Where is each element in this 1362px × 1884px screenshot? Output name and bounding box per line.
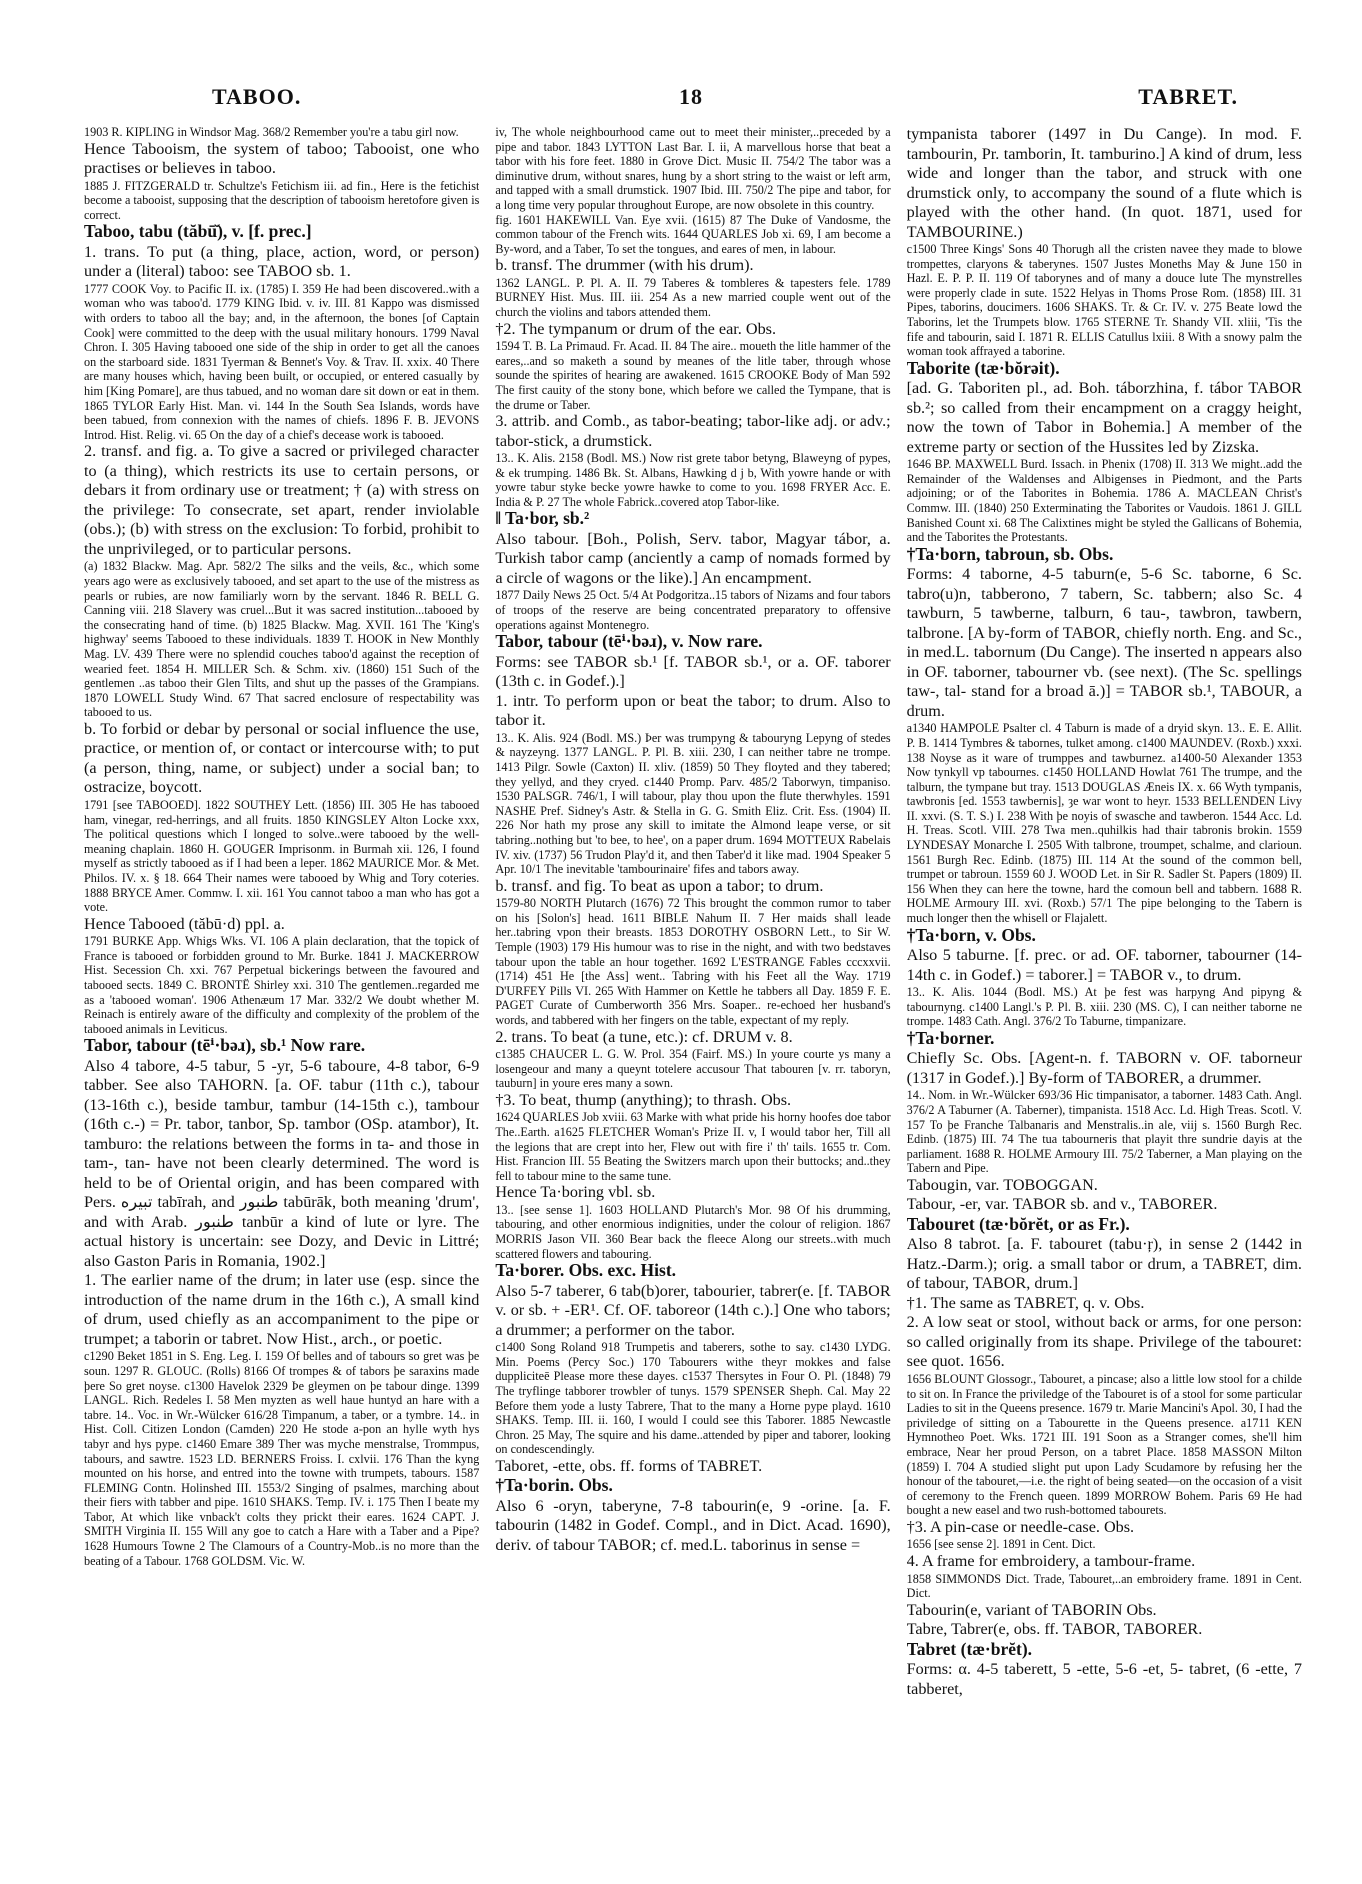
definition-paragraph: 1. trans. To put (a thing, place, action, word, or person) under a (literal) taboo: see TABOO sb. 1.	[84, 242, 480, 281]
headword: Tabor, tabour (tēⁱ·bəɹ), v. Now rare.	[495, 631, 763, 652]
headword: Tabor, tabour (tēⁱ·bəɹ), sb.¹ Now rare.	[84, 1035, 366, 1056]
entry-heading	[907, 359, 1302, 380]
entry-heading	[907, 545, 1302, 566]
quotation-paragraph: c1385 CHAUCER L. G. W. Prol. 354 (Fairf. MS.) In youre courte ys many a losengeour and many a queynt totelere accusour That tabouren [v. rr. taboryn, tauburn] in youre eres many a sown.	[495, 1047, 891, 1091]
running-header	[84, 84, 1298, 112]
definition-paragraph: †3. To beat, thump (anything); to thrash. Obs.	[495, 1090, 792, 1109]
definition-paragraph: Tabre, Tabrer(e, obs. ff. TABOR, TABORER.	[906, 1620, 1203, 1639]
headword: Taborite (tæ·bŏrəit).	[906, 357, 1060, 378]
definition-paragraph: Hence Ta·boring vbl. sb.	[495, 1183, 656, 1202]
quotation-paragraph: 1791 [see TABOOED]. 1822 SOUTHEY Lett. (1856) III. 305 He has tabooed ham, vinegar, red-herrings, and all fruits. 1850 KINGSLEY Alton Locke xxx, The political questions which I longed to solve..were tabooed by the well-meaning chaplain. 1860 H. GOUGER Imprisonm. in Burmah xii. 126, I found myself as strictly tabooed as if I had been a leper. 1862 MAURICE Mor. & Met. Philos. IV. x. § 18. 664 Their names were tabooed by Whig and Tory coteries. 1888 BRYCE Amer. Commw. I. xii. 161 You cannot taboo a man who has got a vote.	[84, 797, 480, 915]
definition-paragraph: †3. A pin-case or needle-case. Obs.	[906, 1517, 1135, 1536]
quotation-paragraph: 1624 QUARLES Job xviii. 63 Marke with what pride his horny hoofes doe tabor The..Earth. a1625 FLETCHER Woman's Prize II. v, I would tabor her, Till all the legions that are crept into her, Flew out with fire i' th' tails. 1655 tr. Com. Hist. Francion III. 55 Beating the Switzers march upon their buttocks; and..they fell to tabour mine to the same tune.	[495, 1110, 891, 1183]
entry-heading	[84, 222, 479, 243]
headword: †Ta·borin. Obs.	[495, 1475, 613, 1496]
header-right-word: TABRET.	[1138, 84, 1238, 109]
definition-paragraph: Also 5 taburne. [f. prec. or ad. OF. taborner, tabourner (14-14th c. in Godef.) = taborer.] = TABOR v., to drum.	[906, 946, 1302, 984]
definition-paragraph: Forms: 4 taborne, 4-5 taburn(e, 5-6 Sc. taborne, 6 Sc. tabro(u)n, tabberono, 7 tabern, Sc. tabbern; also Sc. 4 tawburn, 5 tawberne, talburn, 6 tau-, tawbron, tawbern, talbrone. [A by-form of TABOR, chiefly north. Eng. and Sc., in med.L. tabornum (Du Cange). The inserted n appears also in OF. taborner, tabourner vb. (see next). (The Sc. spellings taw-, tal- stand for a broad ā.)] = TABOR sb.¹, TABOUR, a drum.	[906, 565, 1302, 720]
page-number: 18	[679, 84, 703, 109]
quotation-paragraph: 1656 [see sense 2]. 1891 in Cent. Dict.	[906, 1537, 1096, 1552]
entry-heading	[907, 1215, 1302, 1236]
definition-paragraph: 1. The earlier name of the drum; in later use (esp. since the introduction of the name drum in the 16th c.), A small kind of drum, used chiefly as an accompaniment to the pipe or trumpet; a taborin or tabret. Now Hist., arch., or poetic.	[84, 1271, 480, 1348]
quotation-paragraph: 1594 T. B. La Primaud. Fr. Acad. II. 84 The aire.. moueth the litle hammer of the eares,..and so maketh a sound by meanes of the litle taber, through whose sounde the spirites of hearing are awakened. 1615 CROOKE Body of Man 592 The first cauity of the stony bone, which before we called the Tympane, that is the drume or Taber.	[495, 339, 891, 412]
headword: Taboo, tabu (tăbū̆), v. [f. prec.]	[84, 221, 312, 242]
definition-paragraph: Tabourin(e, variant of TABORIN Obs.	[906, 1600, 1157, 1619]
definition-paragraph: Also 5-7 taberer, 6 tab(b)orer, tabourier, tabrer(e. [f. TABOR v. or sb. + -ER¹. Cf. OF. taboreor (14th c.).] One who tabors; a drummer; a performer on the tabor.	[495, 1281, 891, 1339]
quotation-paragraph: 1656 BLOUNT Glossogr., Tabouret, a pincase; also a little low stool for a childe to sit on. In France the priviledge of the Tabouret is of a stool for some particular Ladies to sit in the Queens presence. 1679 tr. Marie Mancini's Apol. 30, I had the priviledge of sitting on a Tabourette in the Queens presence. a1711 KEN Hymnotheo Poet. Wks. 1721 III. 191 Soon as a Stranger comes, she'll him embrace, Near her proud Person, on a tabret Place. 1858 MASSON Milton (1859) I. 704 A studied slight put upon Lady Scudamore by refusing her the honour of the tabouret,—i.e. the right of being seated—on the occasion of a visit of ceremony to the French queen. 1899 MORROW Bohem. Paris 69 He had bought a new easel and two rush-bottomed tabourets.	[906, 1371, 1302, 1518]
quotation-paragraph: fig. 1601 HAKEWILL Van. Eye xvii. (1615) 87 The Duke of Vandosme, the common tabour of the French wits. 1644 QUARLES Job xi. 69, I am become a By-word, and a Taber, To set the tongues, and eares of men, in labour.	[495, 212, 891, 256]
quotation-paragraph: 14.. Nom. in Wr.-Wülcker 693/36 Hic timpanisator, a taborner. 1483 Cath. Angl. 376/2 A Taburner (A. Taberner), timpanista. 1518 Acc. Ld. High Treas. Scotl. V. 157 To þe Franche Talbanaris and Menstralis..in ale, viij s. 1560 Burgh Rec. Edinb. (1875) III. 74 The tua tabourneris that playit thre sundrie dayis at the parliament. 1688 R. HOLME Armoury III. 75/2 Taberner, a Man playing on the Tabern and Pipe.	[906, 1088, 1302, 1176]
quotation-paragraph: 1791 BURKE App. Whigs Wks. VI. 106 A plain declaration, that the topick of France is tabooed or forbidden ground to Mr. Burke. 1841 J. MACKERROW Hist. Secession Ch. xxi. 767 Perpetual bickerings between the favoured and tabooed sects. 1849 C. BRONTË Shirley xxi. 310 The gentlemen..regarded me as a 'tabooed woman'. 1906 Athenæum 17 Mar. 332/2 We doubt whether M. Reinach is entirely aware of the difficulty and complexity of the problem of the tabooed animals in Leviticus.	[84, 934, 480, 1036]
definition-paragraph: Also 4 tabore, 4-5 tabur, 5 -yr, 5-6 taboure, 4-8 tabor, 6-9 tabber. See also TAHORN. [a. OF. tabur (11th c.), tabour (13-16th c.), beside tambur, tambur (14-15th c.), tambour (16th c.-) = Pr. tabor, tanbor, Sp. tambor (OSp. atambor), It. tamburo: the relations between the forms in ta- and those in tam-, tan- have not been clearly determined. The word is held to be of Oriental origin, and has been compared with Pers. تبیره tabīrah, and طنبور tabūrāk, both meaning 'drum', and with Arab. طنبور tanbūr a kind of lute or lyre. The actual history is uncertain: see Dozy, and Devic in Littré; also Gaston Paris in Romania, 1902.]	[84, 1056, 480, 1270]
definition-paragraph: Chiefly Sc. Obs. [Agent-n. f. TABORN v. OF. taborneur (1317 in Godef.).] By-form of TABORER, a drummer.	[906, 1049, 1302, 1087]
definition-paragraph: 3. attrib. and Comb., as tabor-beating; tabor-like adj. or adv.; tabor-stick, a drumstick.	[495, 412, 891, 450]
quotation-paragraph: 1877 Daily News 25 Oct. 5/4 At Podgoritza..15 tabors of Nizams and four tabors of troops of the reserve are being concentrated preparatory to offensive operations against Montenegro.	[495, 588, 891, 632]
quotation-paragraph: c1500 Three Kings' Sons 40 Thorugh all the cristen navee they made to blowe trompettes, claryons & taberynes. 1507 Justes Moneths May & June 150 in Hazl. E. P. P. II. 119 Of taborynes and of many a douce lute The mynstrelles were properly clade in sute. 1522 Helyas in Thoms Prose Rom. (1858) III. 31 Pipes, taborins, doucimers. 1606 SHAKS. Tr. & Cr. IV. v. 275 Beate lowd the Taborins, let the Trumpets blow. 1765 STERNE Tr. Shandy VII. xliii, 'Tis the fife and tabourin, said I. 1871 R. ELLIS Catullus lxiii. 8 With a snowy palm the woman took affrayed a taborine.	[906, 242, 1302, 359]
definition-paragraph: 2. transf. and fig. a. To give a sacred or privileged character to (a thing), which restricts its use to certain persons, or debars it from ordinary use or treatment; † (a) with stress on the privilege: To consecrate, set apart, render inviolable (obs.); (b) with stress on the exclusion: To forbid, prohibit to the unprivileged, or to particular persons.	[84, 442, 480, 558]
definition-paragraph: †2. The tympanum or drum of the ear. Obs.	[495, 319, 777, 338]
definition-paragraph: tympanista taborer (1497 in Du Cange). In mod. F. tambourin, Pr. tamborin, It. tamburino.] A kind of drum, less wide and longer than the tabor, and struck with one drumstick only, to accompany the sound of a flute which is played with the other hand. (In quot. 1871, used for TAMBOURINE.)	[906, 125, 1302, 241]
entry-heading	[495, 509, 890, 530]
entry-heading	[495, 1261, 890, 1282]
definition-paragraph: Hence Tabooed (tăbū·d) ppl. a.	[84, 914, 285, 933]
quotation-paragraph: a1340 HAMPOLE Psalter cl. 4 Taburn is made of a dryid skyn. 13.. E. E. Allit. P. B. 1414 Tymbres & tabornes, tulket among. c1400 MAUNDEV. (Roxb.) xxxi. 138 Noyse as it ware of trumppes and tawburnez. a1400-50 Alexander 1353 Now tynkyll vp tabournes. c1450 HOLLAND Howlat 761 The trumpe, and the talburn, the tympane but tray. 1513 DOUGLAS Æneis IX. x. 66 Wyth tympanis, tawbronis [ed. 1553 tawbernis], ȝe war wont to heyr. 1533 BELLENDEN Livy II. xxvi. (S. T. S.) I. 238 With þe noyis of swasche and tawberon. 1544 Acc. Ld. H. Treas. Scotl. VIII. 278 Twa men..quhilkis had thair tabronis brokin. 1559 LYNDESAY Monarche I. 2505 With talbrone, troumpet, schalme, and clarioun. 1561 Burgh Rec. Edinb. (1875) III. 114 At the sound of the common bell, trumpet or tabroun. 1559 60 J. WOOD Let. in Sir R. Sadler St. Papers (1809) II. 156 When they can here the towne, hard the comoun bell and tabbern. 1688 R. HOLME Armoury III. xvi. (Roxb.) 57/1 The pipe belonging to the Tabern is much longer then the whisell or Flajalett.	[906, 721, 1302, 926]
definition-paragraph: Also tabour. [Boh., Polish, Serv. tabor, Magyar tábor, a. Turkish tabor camp (anciently a camp of nomads formed by a circle of wagons or the like).] An encampment.	[495, 529, 891, 587]
quotation-paragraph: (a) 1832 Blackw. Mag. Apr. 582/2 The silks and the veils, &c., which some years ago were as exclusively tabooed, and set apart to the use of the mistress as pearls or rubies, are now familiarly worn by the servant. 1846 R. BELL G. Canning viii. 218 Slavery was cruel...But it was sacred institution...tabooed by the consecrating hand of time. (b) 1825 Blackw. Mag. XVII. 161 The 'King's highway' seems Tabooed to these individuals. 1839 T. HOOK in New Monthly Mag. LV. 439 There were no splendid couches taboo'd against the reception of wearied feet. 1854 H. MILLER Sch. & Schm. xiv. (1860) 151 Such of the gentlemen ..as taboo their Glen Tilts, and shut up the passes of the Grampians. 1870 LOWELL Study Wind. 67 That sacred enclosure of respectability was tabooed to us.	[84, 559, 480, 720]
definition-paragraph: Tabour, -er, var. TABOR sb. and v., TABORER.	[906, 1195, 1218, 1214]
quotation-paragraph: 1362 LANGL. P. Pl. A. II. 79 Taberes & tombleres & tapesters fele. 1789 BURNEY Hist. Mus. III. iii. 254 As a new married couple went out of the church the violins and tabors attended them.	[495, 275, 891, 320]
quotation-paragraph: c1290 Beket 1851 in S. Eng. Leg. I. 159 Of belles and of tabours so gret was þe soun. 1297 R. GLOUC. (Rolls) 8166 Of trompes & of tabors þe saraxins made þere So gret noyse. c1300 Havelok 2329 Þe gleymen on þe tabour dinge. 1399 LANGL. Rich. Redeles I. 58 Men myzten as well haue huntyd an hare with a tabre. 14.. Voc. in Wr.-Wülcker 616/28 Timpanum, a taber, or a tymbre. 14.. in Hist. Coll. Citizen London (Camden) 220 He stode a-pon an hylle wyth hys tabyr and hys pype. c1460 Emare 389 Ther was myche menstralse, Trommpus, tabours, and sawtre. 1523 LD. BERNERS Froiss. I. cxlvii. 176 Than the kyng mounted on his horse, and entred into the towne with trumpets, tabours. 1587 FLEMING Contn. Holinshed III. 1553/2 Singing of psalmes, marching about their fiers with tabber and pipe. 1610 SHAKS. Temp. IV. i. 175 Then I beate my Tabor, At which like vnback't colts they prickt their eares. 1624 CAPT. J. SMITH Virginia II. 155 Will any goe to catch a Hare with a Taber and a Pipe? 1628 Humours Towne 2 The Clamours of a Country-Mob..is no more than the beating of a Tabour. 1768 GOLDSM. Vic. W.	[84, 1349, 480, 1568]
header-left-word: TABOO.	[212, 84, 302, 109]
headword: †Ta·born, tabroun, sb. Obs.	[906, 543, 1114, 564]
definition-paragraph: [ad. G. Taboriten pl., ad. Boh. táborzhina, f. tábor TABOR sb.²; so called from their encampment on a craggy height, now the town of Tabor in Bohemia.] A member of the extreme party or section of the Hussites led by Zizska.	[906, 379, 1302, 456]
definition-paragraph: Also 8 tabrot. [a. F. tabouret (tabu·ŗ), in sense 2 (1442 in Hatz.-Darm.); orig. a small tabor or drum, a TABRET, dim. of tabour, TABOR, drum.]	[906, 1235, 1302, 1293]
column-right	[907, 125, 1302, 1844]
headword: †Ta·borner.	[906, 1027, 995, 1048]
quotation-paragraph: 13.. K. Alis. 924 (Bodl. MS.) Þer was trumpyng & tabouryng Lepyng of stedes & nayzeyng. 1377 LANGL. P. Pl. B. xiii. 230, I can neither tabre ne trompe. 1413 Pilgr. Sowle (Caxton) II. xliv. (1859) 50 They floyted and they tabered; they yellyd, and they cryed. c1440 Promp. Parv. 485/2 Taborwyn, timpaniso. 1530 PALSGR. 746/1, I will tabour, play thou upon the flute therwhyles. 1591 NASHE Pref. Sidney's Astr. & Stella in G. G. Smith Eliz. Crit. Ess. (1904) II. 226 Nor hath my prose any skill to imitate the Almond leape verse, or sit tabring..nothing but 'to bee, to hee', on a paper drum. 1694 MOTTEUX Rabelais IV. xiv. (1737) 56 Trudon Play'd it, and then Taber'd it like mad. 1904 Speaker 5 Apr. 10/1 The inevitable 'tambourinaire' fifes and tabors away.	[495, 730, 891, 877]
definition-paragraph: Tabougin, var. TOBOGGAN.	[906, 1175, 1098, 1194]
column-middle	[495, 125, 890, 1844]
headword: Tabouret (tæ·bŏrĕt, or as Fr.).	[906, 1213, 1130, 1234]
quotation-paragraph: 1858 SIMMONDS Dict. Trade, Tabouret,..an embroidery frame. 1891 in Cent. Dict.	[906, 1571, 1302, 1601]
definition-paragraph: Forms: α. 4-5 taberett, 5 -ette, 5-6 -et, 5- tabret, (6 -ette, 7 tabberet,	[906, 1660, 1302, 1698]
definition-paragraph: Hence Tabooism, the system of taboo; Tabooist, one who practises or believes in taboo.	[84, 139, 480, 178]
quotation-paragraph: 1777 COOK Voy. to Pacific II. ix. (1785) I. 359 He had been discovered..with a woman who was taboo'd. 1779 KING Ibid. v. iv. III. 81 Kappo was dismissed with orders to taboo all the bay; and, in the afternoon, the bones [of Captain Cook] were committed to the deep with the usual military honours. 1799 Naval Chron. I. 305 Having tabooed one side of the ship in order to get all the canoes on the starboard side. 1831 Tyerman & Bennet's Voy. & Trav. II. xxix. 40 There are many houses which, having been built, or occupied, or entered casually by him [King Pomare], are thus tabued, and no woman dare sit down or eat in them. 1865 TYLOR Early Hist. Man. vi. 144 In the South Sea Islands, words have been tabued, from connexion with the names of chiefs. 1896 F. B. JEVONS Introd. Hist. Relig. vi. 65 On the day of a chief's decease work is tabooed.	[84, 281, 480, 442]
definition-paragraph: Also 6 -oryn, taberyne, 7-8 tabourin(e, 9 -orine. [a. F. tabourin (1482 in Godef. Compl., and in Dict. Acad. 1690), deriv. of tabour TABOR; cf. med.L. taborinus in sense =	[495, 1496, 891, 1554]
quotation-paragraph: 1885 J. FITZGERALD tr. Schultze's Fetichism iii. ad fin., Here is the fetichist become a tabooist, supposing that the description of tabooism heretofore given is correct.	[84, 178, 480, 222]
headword: ‖ Ta·bor, sb.²	[495, 508, 590, 529]
definition-paragraph: Forms: see TABOR sb.¹ [f. TABOR sb.¹, or a. OF. taborer (13th c. in Godef.).]	[495, 652, 891, 691]
definition-paragraph: b. To forbid or debar by personal or social influence the use, practice, or mention of, or contact or intercourse with; to put (a person, thing, name, or subject) under a social ban; to ostracize, boycott.	[84, 719, 480, 797]
definition-paragraph: b. transf. and fig. To beat as upon a tabor; to drum.	[495, 876, 824, 895]
headword: †Ta·born, v. Obs.	[906, 924, 1036, 945]
definition-paragraph: †1. The same as TABRET, q. v. Obs.	[906, 1293, 1145, 1312]
quotation-paragraph: c1400 Song Roland 918 Trumpetis and taberers, sothe to say. c1430 LYDG. Min. Poems (Percy Soc.) 170 Tabourers withe theyr mokkes and false duppliciteē Please more these dayes. c1537 Thersytes in Four O. Pl. (1848) 79 The tryflinge tabborer trowbler of tunys. 1579 SPENSER Sheph. Cal. May 22 Before them yode a lusty Tabrere, That to the many a Horne pype playd. 1610 SHAKS. Temp. III. ii. 160, I would I could see this Taborer. 1885 Newcastle Chron. 25 May, The squire and his dame..attended by piper and taborer, looking on condescendingly.	[495, 1340, 891, 1457]
entry-heading	[907, 1640, 1302, 1661]
definition-paragraph: b. transf. The drummer (with his drum).	[495, 256, 754, 275]
definition-paragraph: 1. intr. To perform upon or beat the tabor; to drum. Also to tabor it.	[495, 691, 891, 730]
column-left	[84, 125, 479, 1844]
entry-heading	[907, 926, 1302, 947]
quotation-paragraph: 1646 BP. MAXWELL Burd. Issach. in Phenix (1708) II. 313 We might..add the Remainder of the Waldenses and Albigenses in Piedmont, and the Parts adjoining; or of the Taborites in Bohemia. 1786 A. MACLEAN Christ's Commw. III. (1840) 250 Exterminating the Taborites or Vaudois. 1861 J. GILL Banished Count xi. 68 The Calixtines might be styled the Gallicans of Bohemia, and the Taborites the Protestants.	[906, 457, 1302, 545]
definition-paragraph: 2. trans. To beat (a tune, etc.): cf. DRUM v. 8.	[495, 1027, 793, 1046]
entry-heading	[495, 1476, 890, 1497]
definition-paragraph: 2. A low seat or stool, without back or arms, for one person: so called originally from its shape. Privilege of the tabouret: see quot. 1656.	[906, 1313, 1302, 1371]
quotation-paragraph: 1903 R. KIPLING in Windsor Mag. 368/2 Remember you're a tabu girl now.	[84, 125, 459, 139]
quotation-paragraph: 13.. K. Alis. 1044 (Bodl. MS.) At þe fest was harpyng And pipyng & tabournyng. c1400 Langl.'s P. Pl. B. xiii. 230 (MS. C), I can neither taborne ne trompe. 1483 Cath. Angl. 376/2 To Taburne, timpanizare.	[906, 985, 1302, 1029]
text-columns	[84, 125, 1302, 1844]
entry-heading	[84, 1036, 479, 1057]
headword: Ta·borer. Obs. exc. Hist.	[495, 1260, 677, 1281]
definition-paragraph: 4. A frame for embroidery, a tambour-frame.	[906, 1552, 1196, 1570]
headword: Tabret (tæ·brĕt).	[906, 1638, 1033, 1659]
definition-paragraph: Taboret, -ette, obs. ff. forms of TABRET.	[495, 1456, 763, 1475]
entry-heading	[907, 1029, 1302, 1050]
quotation-paragraph: iv, The whole neighbourhood came out to meet their minister,..preceded by a pipe and tabor. 1843 LYTTON Last Bar. I. ii, A marvellous horse that beat a tabor with his fore feet. 1880 in Grove Dict. Music II. 754/2 The tabor was a diminutive drum, without snares, hung by a short string to the waist or left arm, and tapped with a small drumstick. 1907 Ibid. III. 750/2 The pipe and tabor, for a long time very popular throughout Europe, are now obsolete in this country.	[495, 125, 891, 212]
quotation-paragraph: 13.. K. Alis. 2158 (Bodl. MS.) Now rist grete tabor betyng, Blaweyng of pypes, & ek trumping. 1486 Bk. St. Albans, Hawking d j b, With yowre hande or with yowre tabur styke becke yowre hawke to come to you. 1698 FRYER Acc. E. India & P. 27 The whole Fabrick..covered atop Tabor-like.	[495, 451, 891, 509]
entry-heading	[495, 632, 890, 653]
quotation-paragraph: 1579-80 NORTH Plutarch (1676) 72 This brought the common rumor to taber on his [Solon's] head. 1611 BIBLE Nahum II. 7 Her maids shall leade her..tabring vpon their breasts. 1853 DOROTHY OSBORN Lett., to Sir W. Temple (1903) 179 His humour was to rise in the night, and with two bedstaves tabour upon the table an hour together. 1692 L'ESTRANGE Fables cccxxvii. (1714) 451 He [the Ass] went.. Tabring with his Feet all the Way. 1719 D'URFEY Pills VI. 265 With Hammer on Kettle he tabbers all Day. 1859 F. E. PAGET Curate of Cumberworth 356 Mrs. Soaper.. re-echoed her husband's words, and tabbered with her fingers on the table, expectant of my reply.	[495, 896, 891, 1027]
quotation-paragraph: 13.. [see sense 1]. 1603 HOLLAND Plutarch's Mor. 98 Of his drumming, tabouring, and other enormious indignities, under the colour of religion. 1867 MORRIS Jason VII. 360 Bear back the fleece Along our streets..with much scattered flowers and tabouring.	[495, 1202, 891, 1261]
